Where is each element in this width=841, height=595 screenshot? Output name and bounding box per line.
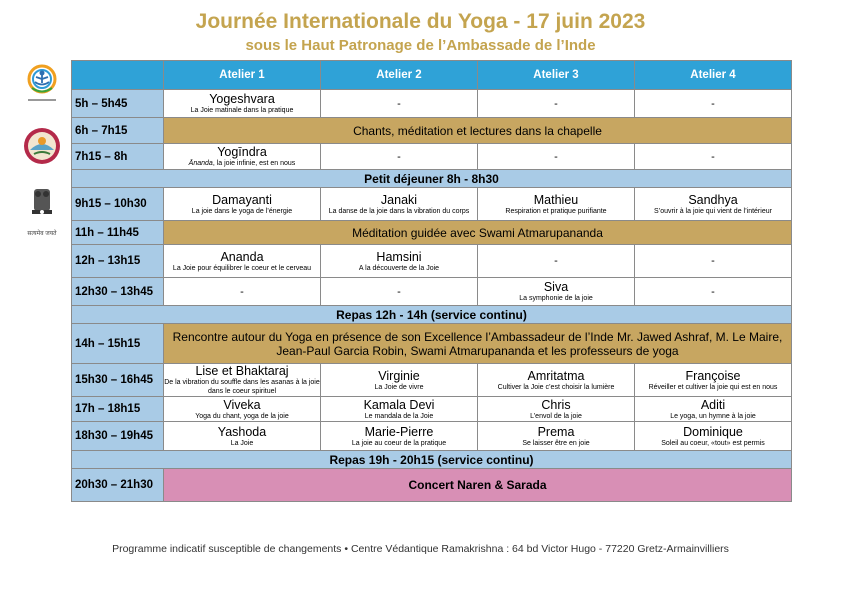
session-description <box>321 439 477 448</box>
empty-session-cell: - <box>164 278 321 306</box>
empty-session-cell: - <box>635 144 792 170</box>
table-row <box>72 422 792 451</box>
session-cell <box>164 90 321 118</box>
session-cell <box>478 422 635 451</box>
empty-session-cell: - <box>635 90 792 118</box>
plenary-cell: Méditation guidée avec Swami Atmarupananda <box>164 221 792 245</box>
session-description-text: La symphonie de la joie <box>519 295 593 302</box>
teacher-name: Hamsini <box>376 249 422 264</box>
teacher-name: Mathieu <box>533 192 579 207</box>
session-description-text: A la découverte de la Joie <box>358 264 440 272</box>
session-description <box>321 383 477 392</box>
meal-band: Petit déjeuner 8h - 8h30 <box>72 170 792 188</box>
session-cell <box>635 422 792 451</box>
table-row <box>72 324 792 364</box>
session-description-text: Yoga du chant, yoga de la joie <box>195 412 289 420</box>
session-cell <box>635 188 792 221</box>
column-header-atelier-4: Atelier 4 <box>635 61 792 90</box>
ramakrishna-emblem <box>22 124 62 168</box>
time-slot: 18h30 – 19h45 <box>72 422 164 451</box>
session-description <box>478 412 634 421</box>
header-row <box>72 61 792 90</box>
teacher-name: Amritatma <box>527 368 585 383</box>
table-row <box>72 397 792 422</box>
empty-session-cell: - <box>635 278 792 306</box>
schedule-table <box>71 60 792 502</box>
session-description <box>321 264 477 273</box>
session-cell <box>478 364 635 397</box>
teacher-name: Aditi <box>700 397 726 412</box>
meal-band: Repas 19h - 20h15 (service continu) <box>72 451 792 469</box>
teacher-name: Chris <box>541 397 571 412</box>
session-cell <box>164 422 321 451</box>
session-description <box>164 439 320 448</box>
time-slot: 11h – 11h45 <box>72 221 164 245</box>
time-slot: 17h – 18h15 <box>72 397 164 422</box>
session-description-text: La Joie matinale dans la pratique <box>190 107 294 114</box>
session-description-text: Respiration et pratique purifiante <box>505 207 607 215</box>
empty-session-cell: - <box>478 144 635 170</box>
session-description-text: La Joie pour équilibrer le coeur et le cerveau <box>172 264 312 272</box>
time-slot: 9h15 – 10h30 <box>72 188 164 221</box>
empty-session-cell: - <box>321 144 478 170</box>
session-description-text: De la vibration du souffle dans les asanas à la joie dans le coeur spirituel <box>164 379 320 395</box>
teacher-name: Viveka <box>223 397 261 412</box>
session-description-text: Soleil au coeur, «tout» est permis <box>661 439 765 447</box>
teacher-name: Janaki <box>380 192 418 207</box>
table-row <box>72 90 792 118</box>
session-description <box>478 439 634 448</box>
teacher-name: Dominique <box>683 424 743 439</box>
session-description <box>164 412 320 421</box>
session-cell <box>321 188 478 221</box>
session-description <box>164 159 320 168</box>
teacher-name: Kamala Devi <box>363 397 435 412</box>
table-row <box>72 278 792 306</box>
session-cell <box>478 278 635 306</box>
empty-session-cell: - <box>635 245 792 278</box>
time-slot: 14h – 15h15 <box>72 324 164 364</box>
session-description-text: La danse de la joie dans la vibration du corps <box>328 207 470 215</box>
session-description <box>164 106 320 115</box>
page-footer: Programme indicatif susceptible de changements • Centre Védantique Ramakrishna : 64 bd Victor Hugo - 77220 Gretz-Armainvilliers <box>112 543 729 555</box>
session-description-text: , la joie infinie, est en nous <box>212 160 296 167</box>
teacher-name: Ananda <box>220 249 264 264</box>
session-description-emphasis: Ānanda <box>188 160 213 167</box>
table-row <box>72 188 792 221</box>
column-header-atelier-2: Atelier 2 <box>321 61 478 90</box>
session-cell <box>635 364 792 397</box>
time-slot: 5h – 5h45 <box>72 90 164 118</box>
session-description <box>164 378 320 396</box>
time-slot: 12h – 13h15 <box>72 245 164 278</box>
session-description-text: Se laisser être en joie <box>522 439 590 447</box>
india-emblem-motto: सत्यमेव जयते <box>27 231 57 237</box>
header-corner <box>72 61 164 90</box>
time-slot: 6h – 7h15 <box>72 118 164 144</box>
table-row <box>72 144 792 170</box>
teacher-name: Damayanti <box>212 192 272 207</box>
time-slot: 20h30 – 21h30 <box>72 469 164 502</box>
session-description <box>321 412 477 421</box>
session-cell <box>164 364 321 397</box>
meal-band: Repas 12h - 14h (service continu) <box>72 306 792 324</box>
session-description-text: S’ouvrir à la joie qui vient de l’intérieur <box>654 207 772 215</box>
session-description-text: La Joie de vivre <box>374 383 424 391</box>
session-cell <box>321 422 478 451</box>
table-row <box>72 221 792 245</box>
session-cell <box>164 188 321 221</box>
column-header-atelier-1: Atelier 1 <box>164 61 321 90</box>
table-row <box>72 245 792 278</box>
teacher-name: Yogīndra <box>217 145 267 159</box>
session-description-text: La Joie <box>230 439 254 447</box>
session-cell <box>478 188 635 221</box>
teacher-name: Prema <box>537 424 575 439</box>
session-description-text: Cultiver la Joie c’est choisir la lumière <box>497 383 615 391</box>
session-description <box>635 439 791 448</box>
table-row <box>72 364 792 397</box>
empty-session-cell: - <box>321 90 478 118</box>
session-cell <box>321 364 478 397</box>
teacher-name: Virginie <box>378 368 420 383</box>
plenary-cell: Chants, méditation et lectures dans la chapelle <box>164 118 792 144</box>
column-header-atelier-3: Atelier 3 <box>478 61 635 90</box>
session-cell <box>321 397 478 422</box>
session-description <box>478 294 634 303</box>
teacher-name: Yogeshvara <box>209 92 275 106</box>
session-description <box>321 207 477 216</box>
page-title: Journée Internationale du Yoga - 17 juin 2023 <box>195 10 646 33</box>
session-cell <box>164 245 321 278</box>
teacher-name: Siva <box>543 280 569 294</box>
page-subtitle: sous le Haut Patronage de l’Ambassade de l’Inde <box>245 37 596 54</box>
teacher-name: Lise et Bhaktaraj <box>195 364 289 378</box>
teacher-name: Françoise <box>685 368 741 383</box>
session-description-text: L’envol de la joie <box>530 412 582 420</box>
session-description-text: La joie au coeur de la pratique <box>351 439 447 447</box>
empty-session-cell: - <box>321 278 478 306</box>
session-description <box>164 207 320 216</box>
session-description-text: Réveiller et cultiver la joie qui est en nous <box>648 383 778 391</box>
time-slot: 7h15 – 8h <box>72 144 164 170</box>
session-description-text: Le mandala de la Joie <box>364 412 434 420</box>
session-description-text: Le yoga, un hymne à la joie <box>670 412 756 420</box>
session-description <box>635 383 791 392</box>
session-cell <box>321 245 478 278</box>
india-emblem <box>22 183 62 227</box>
session-description <box>478 383 634 392</box>
table-row <box>72 306 792 324</box>
session-description <box>635 412 791 421</box>
session-description <box>164 264 320 273</box>
concert-cell: Concert Naren & Sarada <box>164 469 792 502</box>
session-description <box>635 207 791 216</box>
empty-session-cell: - <box>478 245 635 278</box>
session-description-text: La joie dans le yoga de l’énergie <box>191 207 293 215</box>
time-slot: 15h30 – 16h45 <box>72 364 164 397</box>
teacher-name: Sandhya <box>688 192 738 207</box>
teacher-name: Marie-Pierre <box>364 424 434 439</box>
session-cell <box>635 397 792 422</box>
time-slot: 12h30 – 13h45 <box>72 278 164 306</box>
table-row <box>72 451 792 469</box>
session-description <box>478 207 634 216</box>
table-row <box>72 118 792 144</box>
session-cell <box>164 397 321 422</box>
session-cell <box>164 144 321 170</box>
yoga-day-logo <box>22 62 62 106</box>
table-row <box>72 170 792 188</box>
session-cell <box>478 397 635 422</box>
teacher-name: Yashoda <box>217 424 267 439</box>
table-row <box>72 469 792 502</box>
plenary-cell: Rencontre autour du Yoga en présence de son Excellence l’Ambassadeur de l’Inde Mr. Jawed Ashraf, M. Le Maire, Jean-Paul Garcia Robin, Swami Atmarupananda et les professeurs de yoga <box>164 324 792 364</box>
empty-session-cell: - <box>478 90 635 118</box>
